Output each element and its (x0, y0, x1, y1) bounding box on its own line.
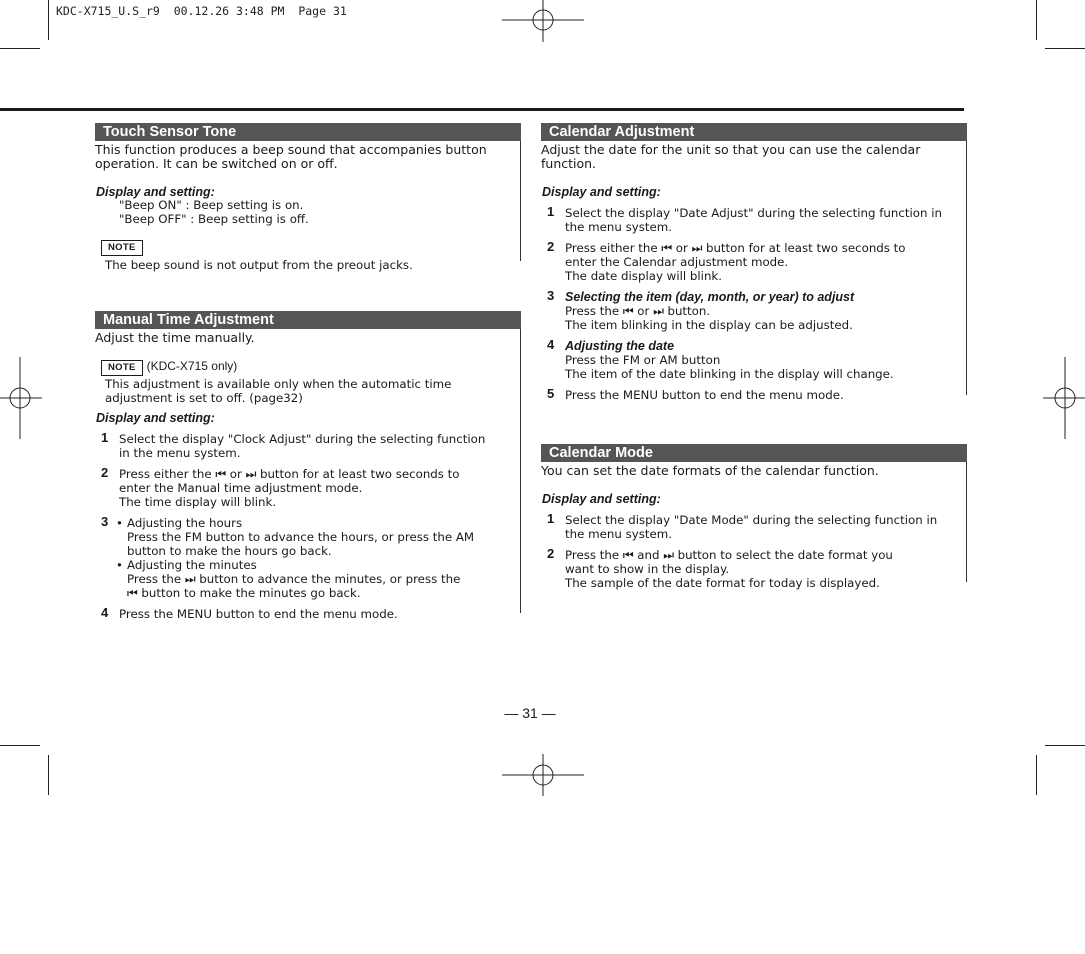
setting-line: "Beep ON" : Beep setting is on. (119, 198, 304, 212)
crop-mark (48, 0, 49, 40)
step-heading: Selecting the item (day, month, or year) to adjust (565, 290, 855, 304)
step (95, 516, 520, 600)
display-setting-label: Display and setting: (542, 492, 661, 506)
step-number: 1 (101, 430, 109, 445)
step-number: 3 (547, 288, 555, 303)
step-number: 3 (101, 514, 109, 529)
display-setting-label: Display and setting: (96, 411, 215, 425)
section-title: Manual Time Adjustment (95, 311, 521, 329)
crop-mark (0, 745, 40, 746)
step-heading: Adjusting the date (565, 339, 675, 353)
note-model: (KDC-X715 only) (146, 359, 238, 373)
step: 2 Press the ⏮ and ⏭ button to select the date format you want to show in the display. The sample of the date format for today is displayed. (547, 546, 893, 590)
print-header: KDC-X715_U.S_r9 00.12.26 3:48 PM Page 31 (56, 4, 347, 18)
note-text: This adjustment is available only when the automatic time adjustment is set to off. (page32) (105, 377, 452, 405)
step-number: 1 (547, 511, 555, 526)
note-label: NOTE (101, 360, 143, 376)
note (101, 355, 520, 376)
crop-mark (1045, 48, 1085, 49)
section-calendar-adjustment (541, 123, 967, 402)
step-number: 4 (547, 337, 555, 352)
step-number: 4 (101, 605, 109, 620)
section-intro: Adjust the date for the unit so that you can use the calendar function. (541, 142, 921, 171)
section-title: Calendar Mode (541, 444, 967, 462)
note-label: NOTE (101, 240, 143, 256)
step: 1 Select the display "Date Mode" during the selecting function in the menu system. (547, 511, 938, 541)
display-setting-label: Display and setting: (542, 185, 661, 199)
bullet-item: • Adjusting the minutes Press the ⏭ button to advance the minutes, or press the ⏮ button to make the minutes go back. (116, 558, 461, 600)
section-calendar-mode (541, 444, 967, 590)
display-setting-label: Display and setting: (96, 185, 215, 199)
note-text: The beep sound is not output from the preout jacks. (105, 258, 413, 272)
crop-mark (1036, 0, 1037, 40)
section-title: Calendar Adjustment (541, 123, 967, 141)
bullet-item: • Adjusting the hours Press the FM button to advance the hours, or press the AM button to make the hours go back. (116, 516, 475, 558)
step-number: 2 (547, 239, 555, 254)
crop-mark (1036, 755, 1037, 795)
section-intro: You can set the date formats of the calendar function. (541, 463, 879, 478)
step: 2 Press either the ⏮ or ⏭ button for at least two seconds to enter the Calendar adjustment mode. The date display will blink. (547, 239, 906, 283)
step: 5 Press the MENU button to end the menu mode. (547, 386, 844, 402)
registration-mark-left (0, 357, 42, 439)
step-number: 2 (547, 546, 555, 561)
step-number: 5 (547, 386, 555, 401)
top-rule (0, 108, 964, 111)
setting-line: "Beep OFF" : Beep setting is off. (119, 211, 309, 226)
step: 4 Press the MENU button to end the menu mode. (101, 605, 398, 621)
registration-mark-bottom (502, 754, 584, 796)
section-intro: This function produces a beep sound that accompanies button operation. It can be switched on or off. (95, 142, 487, 171)
step: 2 Press either the ⏮ or ⏭ button for at least two seconds to enter the Manual time adjustment mode. The time display will blink. (101, 465, 460, 509)
note (101, 235, 520, 256)
section-intro: Adjust the time manually. (95, 330, 255, 345)
section-touch-sensor-tone (95, 123, 521, 272)
step: 1 Select the display "Date Adjust" during the selecting function in the menu system. (547, 204, 942, 234)
section-title: Touch Sensor Tone (95, 123, 521, 141)
step: 4 Adjusting the date Press the FM or AM button The item of the date blinking in the display will change. (541, 339, 966, 381)
step-number: 2 (101, 465, 109, 480)
registration-mark-top (502, 0, 584, 42)
crop-mark (0, 48, 40, 49)
page-number: — 31 — (504, 705, 556, 721)
step: 3 Selecting the item (day, month, or year) to adjust Press the ⏮ or ⏭ button. The item blinking in the display can be adjusted. (541, 290, 966, 332)
step: 1 Select the display "Clock Adjust" during the selecting function in the menu system. (101, 430, 486, 460)
crop-mark (1045, 745, 1085, 746)
section-manual-time-adjustment (95, 311, 521, 621)
registration-mark-right (1043, 357, 1085, 439)
crop-mark (48, 755, 49, 795)
step-number: 1 (547, 204, 555, 219)
